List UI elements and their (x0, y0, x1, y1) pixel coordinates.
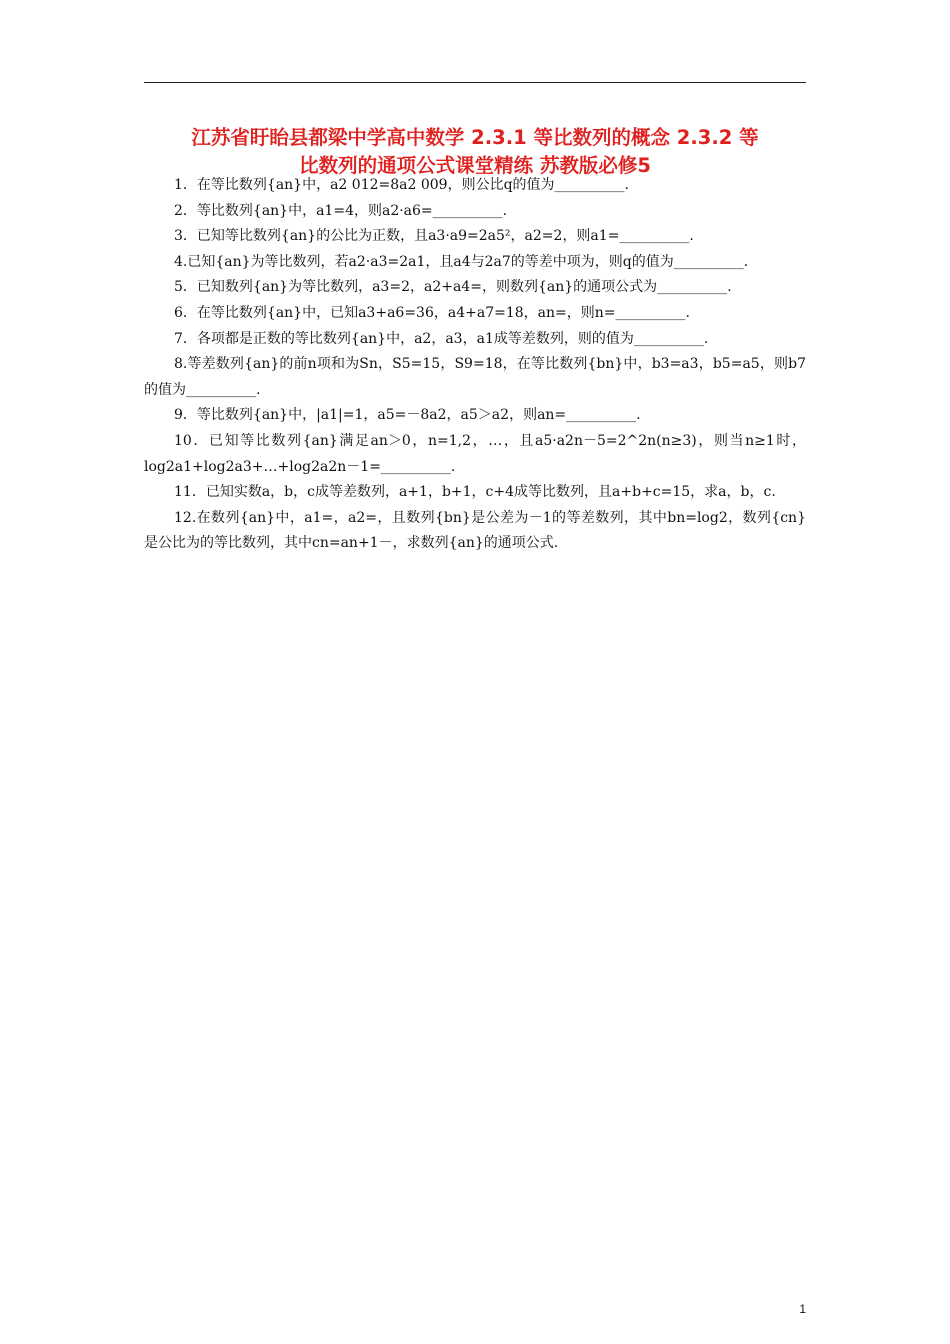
problem-4: 4.已知{an}为等比数列，若a2·a3=2a1，且a4与2a7的等差中项为，则q的值为__________. (174, 253, 749, 270)
header-rule (144, 82, 806, 83)
title-line-2: 比数列的通项公式课堂精练 苏教版必修5 (299, 154, 651, 177)
problem-12: 12.在数列{an}中，a1=，a2=，且数列{bn}是公差为－1的等差数列，其中bn=log2，数列{cn}是公比为的等比数列，其中cn=an+1－，求数列{an}的通项公式. (144, 509, 806, 552)
title-line-1: 江苏省盱眙县都梁中学高中数学 2.3.1 等比数列的概念 2.3.2 等 (191, 126, 759, 149)
problem-11: 11．已知实数a，b，c成等差数列，a+1，b+1，c+4成等比数列，且a+b+c=15，求a，b，c. (174, 484, 776, 501)
problem-3: 3．已知等比数列{an}的公比为正数，且a3·a9=2a5²，a2=2，则a1=__________. (174, 228, 694, 245)
problem-6: 6．在等比数列{an}中，已知a3+a6=36，a4+a7=18，an=，则n=__________. (174, 304, 690, 321)
problem-9: 9．等比数列{an}中，|a1|=1，a5=－8a2，a5＞a2，则an=__________. (174, 407, 641, 424)
problem-10: 10．已知等比数列{an}满足an＞0，n=1,2，…，且a5·a2n－5=2^2n(n≥3)，则当n≥1时，log2a1+log2a3+…+log2a2n－1=__________. (144, 432, 806, 475)
problem-7: 7．各项都是正数的等比数列{an}中，a2，a3，a1成等差数列，则的值为__________. (174, 330, 709, 347)
problem-list (144, 173, 806, 557)
problem-2: 2．等比数列{an}中，a1=4，则a2·a6=__________. (174, 202, 508, 219)
problem-1: 1．在等比数列{an}中，a2 012=8a2 009，则公比q的值为__________. (174, 177, 629, 193)
problem-5: 5．已知数列{an}为等比数列，a3=2，a2+a4=，则数列{an}的通项公式为__________. (174, 279, 732, 296)
document-title (144, 124, 806, 180)
problem-8: 8.等差数列{an}的前n项和为Sn，S5=15，S9=18，在等比数列{bn}中，b3=a3，b5=a5，则b7的值为__________. (144, 356, 806, 398)
page-number: 1 (799, 1302, 806, 1316)
